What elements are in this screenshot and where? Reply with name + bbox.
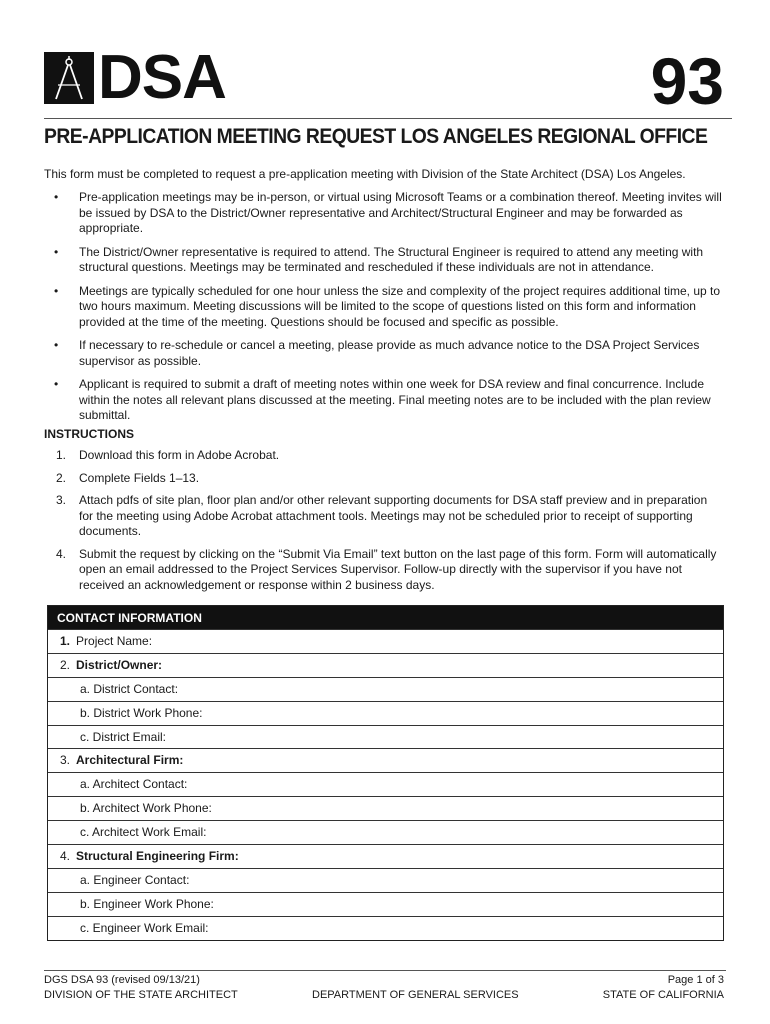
- field-label: a. Engineer Contact:: [80, 872, 190, 887]
- instructions-heading: INSTRUCTIONS: [44, 427, 134, 441]
- field-label: b. Architect Work Phone:: [80, 801, 212, 816]
- step-text: Attach pdfs of site plan, floor plan and/or other relevant supporting documents for DSA staff preview and in preparation for the meeting using Adobe Acrobat attachment tools. Meetings may not be scheduled prior to receipt of supporting documents.: [79, 493, 708, 538]
- engineer-work-phone-field[interactable]: [48, 892, 723, 916]
- field-label: c. District Email:: [80, 729, 167, 744]
- field-label: Project Name:: [76, 634, 153, 648]
- district-contact-field[interactable]: [48, 677, 723, 701]
- field-label: District/Owner:: [76, 657, 163, 672]
- field-label: c. Architect Work Email:: [80, 825, 207, 840]
- list-item: [44, 493, 724, 540]
- engineer-contact-field[interactable]: [48, 868, 723, 892]
- list-item: [44, 471, 724, 487]
- contact-section-heading: CONTACT INFORMATION: [48, 606, 723, 629]
- structural-engineering-firm-field[interactable]: [48, 844, 723, 868]
- step-text: Complete Fields 1–13.: [79, 470, 200, 485]
- list-item: • If necessary to re-schedule or cancel a meeting, please provide as much advance notice to the DSA Project Services supervisor as possible.: [44, 338, 724, 369]
- project-name-field[interactable]: [48, 629, 723, 653]
- field-label: Structural Engineering Firm:: [76, 849, 239, 864]
- field-label: a. Architect Contact:: [80, 777, 188, 792]
- architectural-firm-field[interactable]: [48, 748, 723, 772]
- dsa-logo: [44, 43, 226, 112]
- field-number: 4.: [60, 849, 71, 864]
- field-label: c. Engineer Work Email:: [80, 920, 209, 935]
- field-number: 1.: [60, 634, 71, 648]
- list-item: • Pre-application meetings may be in-person, or virtual using Microsoft Teams or a combination thereof. Meeting invites will be issued by DSA to the District/Owner representative and Architect/Structural Engineer and may be forwarded as appropriate.: [44, 190, 724, 237]
- field-label: b. District Work Phone:: [80, 705, 203, 720]
- list-item: • The District/Owner representative is required to attend. The Structural Engineer is required to attend any meeting with structural questions. Meetings may be terminated and rescheduled if these individuals are not in attendance.: [44, 245, 724, 276]
- field-number: 3.: [60, 753, 71, 768]
- district-email-field[interactable]: [48, 725, 723, 749]
- step-text: Submit the request by clicking on the “Submit Via Email” text button on the last page of this form. Form will automatically open an email addressed to the Project Services Supervisor. Follow-up directly with the supervisor if you have not received an acknowledgement or response within 2 business days.: [79, 546, 717, 592]
- requirements-list: [44, 190, 724, 432]
- footer-department: DEPARTMENT OF GENERAL SERVICES: [312, 989, 519, 1001]
- list-item: [44, 547, 724, 594]
- header-divider: [44, 118, 732, 119]
- page-title: PRE-APPLICATION MEETING REQUEST LOS ANGELES REGIONAL OFFICE: [44, 124, 708, 148]
- field-label: a. District Contact:: [80, 681, 179, 696]
- list-item: • Applicant is required to submit a draft of meeting notes within one week for DSA review and final concurrence. Include within the notes all relevant plans discussed at the meeting. Final meeting notes are to be included with the plan review submittal.: [44, 377, 724, 424]
- form-number: 93: [650, 44, 724, 118]
- compass-icon: [44, 52, 94, 104]
- step-number: 3.: [56, 493, 67, 507]
- step-number: 2.: [56, 470, 67, 485]
- district-owner-field[interactable]: [48, 653, 723, 677]
- engineer-work-email-field[interactable]: [48, 916, 723, 940]
- architect-work-email-field[interactable]: [48, 820, 723, 844]
- step-number: 1.: [56, 448, 67, 462]
- step-text: Download this form in Adobe Acrobat.: [79, 448, 280, 462]
- field-number: 2.: [60, 657, 71, 672]
- footer-divider: [44, 970, 726, 971]
- intro-text: This form must be completed to request a pre-application meeting with Division of the State Architect (DSA) Los Angeles.: [44, 167, 686, 181]
- contact-information-table: [47, 605, 724, 941]
- footer-state: STATE OF CALIFORNIA: [602, 989, 724, 1001]
- footer-page-number: Page 1 of 3: [667, 974, 724, 986]
- list-item: • Meetings are typically scheduled for one hour unless the size and complexity of the project requires additional time, up to two hours maximum. Meeting discussions will be limited to the scope of questions listed on this form and information provided at the time of the meeting. Questions should be focused and specific as possible.: [44, 284, 724, 331]
- district-work-phone-field[interactable]: [48, 701, 723, 725]
- instructions-list: [44, 448, 724, 600]
- field-label: b. Engineer Work Phone:: [80, 896, 214, 911]
- footer-form-id: DGS DSA 93 (revised 09/13/21): [44, 974, 200, 986]
- footer-division: DIVISION OF THE STATE ARCHITECT: [44, 989, 238, 1001]
- logo-text: DSA: [98, 43, 226, 112]
- list-item: [44, 448, 724, 464]
- field-label: Architectural Firm:: [76, 753, 184, 768]
- architect-work-phone-field[interactable]: [48, 796, 723, 820]
- architect-contact-field[interactable]: [48, 772, 723, 796]
- step-number: 4.: [56, 546, 67, 561]
